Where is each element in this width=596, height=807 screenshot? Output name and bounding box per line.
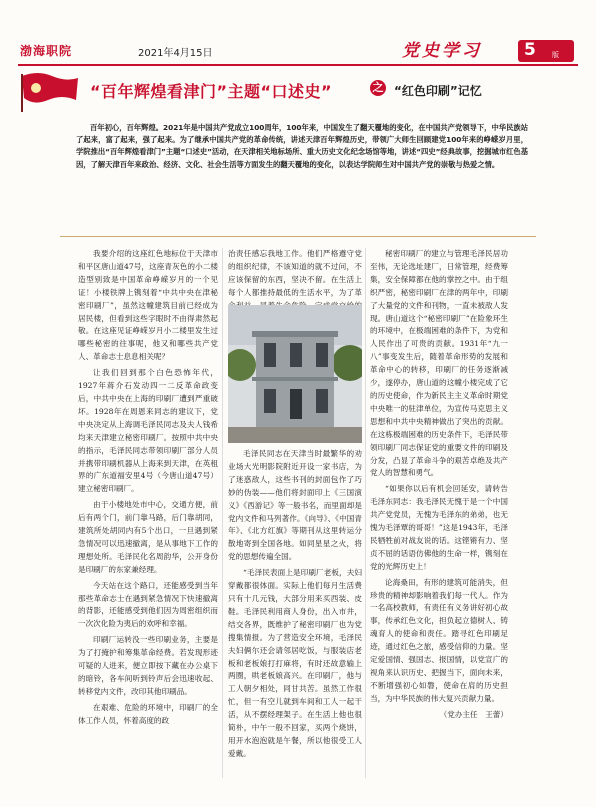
paragraph: “毛泽民表面上是印刷厂老板，夫妇穿戴都很体面。实际上他们每月生活费只有十几元钱，大部分用来买西装、皮鞋。毛泽民利用商人身份，出入市井，结交各界，既维护了秘密印刷厂也为党搜集情报。为了营造安全环境，毛泽民夫妇俩尔还会请邻居吃饭，与服装店老板和老板娘打打麻将，有时还故意输上两圈，哄老板娘高兴。在印刷厂，他与工人朝夕相处，同甘共苦。虽然工作很忙，但一有空儿就到车间和工人一起干活，从不摆经理架子。在生活上他也很简朴，中午一般不回家，买两个烧饼，用开水泡泡就是午餐，所以他很受工人爱戴。 [228,568,362,758]
masthead: 渤海职院 [20,44,73,58]
paragraph: 秘密印刷厂的建立与管理毛泽民居功至伟，无论选址建厂，日常管理，经费筹集，安全保障都在他的掌控之中。由于组织严密，秘密印刷厂在津的两年中，印刷了大量党的文件和刊物，一直未被敌人发现。唐山道这个“秘密印刷厂”在险象环生的环境中，在极端困难的条件下，为党和人民作出了可贵的贡献。1931年“九一八”事变发生后，随着革命形势的发展和革命中心的转移，印刷厂的任务逐渐减少，遂停办，唐山道的这幢小楼完成了它的历史使命，作为新民主主义革命时期党中央唯一的驻津单位，为宣传马克思主义思想和中共中央精神做出了突出的贡献。在这栋极端困难的历史条件下，毛泽民带领印刷厂同志保证党的重要文件的印刷及分发，凸显了革命斗争的艰苦卓绝及共产党人的智慧和勇气。 [370,249,508,478]
column-divider [365,248,366,778]
intro-separator [60,236,536,237]
paragraph: 毛泽民同志在天津当时最繁华的劝业场大光明影院附近开设一家书店，为了迷惑敌人，这些书刊的封面包作了巧妙的伪装——他们将封面印上《三国演义》《西游记》等一般书名，而里面却是党内文件和马列著作。《向导》、《中国青年》、《北方红旗》等期刊从这里转运分散地寄到全国各地。如同星星之火，将党的思想传遍全国。 [228,449,362,562]
article-title: “百年辉煌看津门”主题“口述史” [90,82,333,101]
page-number: 5 [524,40,536,60]
intro-paragraph: 百年初心，百年辉煌。2021年是中国共产党成立100周年，100年来，中国发生了翻天覆地的变化，在中国共产党领导下，中华民族站了起来，富了起来，强了起来。为了继承中国共产党的革命传统，讲述天津百年辉煌历史，带领广大师生回顾建党100年来的峥嵘岁月里，学院推出“百年辉煌看津门”主题“口述史”活动，在天津相关地标场所、重大历史文化纪念场馆等地，讲述“四史”经典故事，挖掘城市红色基因，了解天津百年来政治、经济、文化、社会生活等方面发生的翻天覆地的变化，以表达学院师生对中国共产党的崇敬与热爱之情。 [76,123,528,169]
column-3 [370,248,508,722]
column-1 [78,248,218,731]
page-suffix: 版 [552,51,559,59]
red-flag-icon [18,70,82,112]
paragraph: 由于小楼地处市中心，交通方便，前后有两个门，前门靠马路，后门靠胡同，建筑所处胡同内有5个出口，一旦遇到紧急情况可以迅速撤离，是从事地下工作的理想处所。毛泽民化名周韵华，公开身份是印刷厂的东家兼经理。 [78,500,218,574]
header-rule [18,64,578,66]
page-header [0,0,596,62]
title-badge: 之 [370,80,386,96]
paragraph: 论海桑田，有形的建筑可能消失，但珍贵的精神却影响着我们每一代人。作为一名高校教师，有责任有义务讲好初心故事，传承红色文化，担负起立德树人、铸魂育人的使命和责任。踏寻红色印刷足迹，通过红色之旅，感受信仰的力量。坚定爱国情、强国志、报国情，以党宣广的视角来认识历史、把握当下，面向未来，不断增强初心如磐，使命在肩的历史担当，为中华民族的伟大复兴贡献力量。 [370,577,508,703]
article-subtitle: “红色印刷”记忆 [394,84,482,98]
paragraph: 今天站在这个路口，还能感受到当年那些革命志士在遇到紧急情况下快速撤离的背影，还能感受到他们因为周密组织而一次次化险为夷后的欢呼和幸福。 [78,580,218,629]
paragraph: 印刷厂运转没一些印刷业务，主要是为了打掩护和筹集革命经费。若发现形迹可疑的人进来，便立即按下藏在办公桌下的暗铃，各车间听到铃声后会迅速收起、转移党内文件，改印其他印刷品。 [78,635,218,696]
paragraph: 我要介绍的这座红色地标位于天津市和平区唐山道47号，这座青灰色的小二楼造型别致是中国革命峥嵘岁月的一个见证！小楼铁牌上镌刻着“中共中央在津秘密印刷厂”，虽然这幢建筑目前已经成为居民楼，但看到这些字眼时不由得肃然起敬。在这座见证峥嵘岁月小二楼里发生过哪些秘密的往事呢，他又和哪些共产党人、革命志士息息相关呢？ [78,249,218,362]
historic-building-photo [228,305,362,443]
section-title: 党史学习 [402,41,482,61]
paragraph: “如果你以后有机会回延安，请转告毛泽东同志：我毛泽民无愧于是一个中国共产党党员，无愧为毛泽东的弟弟，也无愧为毛泽覃的哥哥！”这是1943年，毛泽民牺牲前对战友说的话。这铿锵有力、坚贞不屈的话语仿佛他的生命一样，镌刻在党的光辉历史上！ [370,484,508,571]
paragraph: 治责任感忘我地工作。他们严格遵守党的组织纪律，不该知道的就不过问，不应该保留的东西，坚决不留。在生活上每个人都推持最低的生活水平，为了革 [228,249,362,297]
column-2-bottom [228,448,362,764]
article-banner [18,70,578,116]
author-credit: （党办主任 王蕾） [439,709,508,719]
paragraph: 让我们回到那个白色恐怖年代，1927年蒋介石发动四一二反革命政变后，中共中央在上海的印刷厂遭到严重破坏。1928年在周恩来同志的建议下，党中央决定从上海调毛泽民同志及夫人钱希均来天津建立秘密印刷厂。按照中共中央的指示，毛泽民同志带领印刷厂部分人员并携带印刷机器从上海来到天津，在英租界的广东道福安里4号（今唐山道47号）建立秘密印刷厂。 [78,368,218,494]
issue-date: 2021年4月15日 [138,48,213,59]
column-divider [222,248,223,778]
paragraph: 在艰难、危险的环境中，印刷厂的全体工作人员，怀着高度的政 [78,702,218,725]
